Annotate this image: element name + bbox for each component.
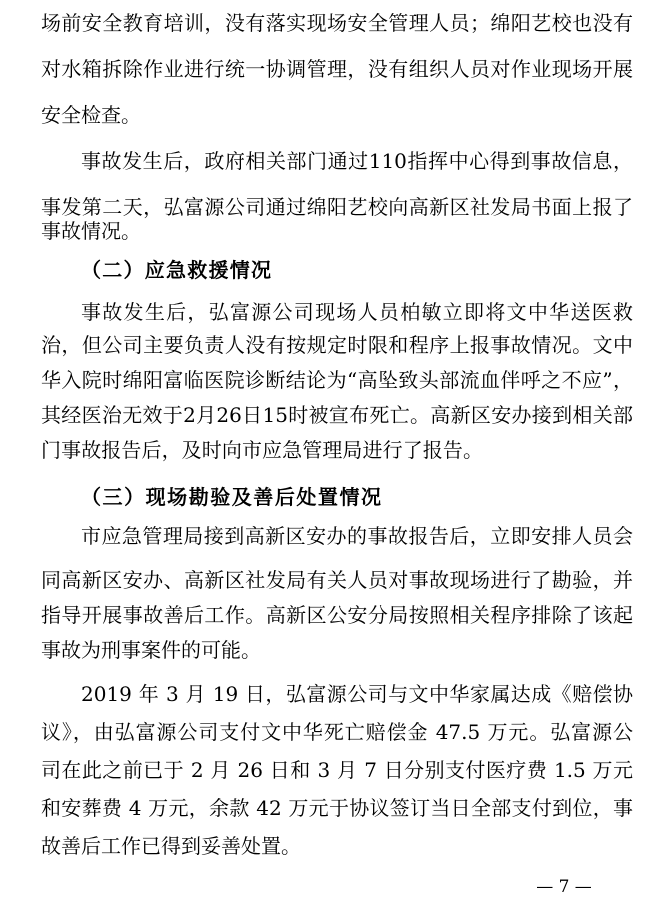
text-line (0, 142, 657, 180)
page-number: — 7 — (536, 877, 592, 897)
section-heading (0, 478, 657, 516)
text-line (0, 561, 657, 599)
text-line-content: 指导开展事故善后工作。高新区公安分局按照相关程序排除了该起 (41, 603, 633, 627)
text-line (0, 326, 657, 364)
text-line-content: 事故发生后，政府相关部门通过110指挥中心得到事故信息， (81, 149, 633, 173)
text-line-content: 2019 年 3 月 19 日，弘富源公司与文中华家属达成《赔偿协 (81, 682, 633, 706)
text-line (0, 713, 657, 751)
text-line-content: 和安葬费 4 万元，余款 42 万元于协议签订当日全部支付到位，事 (41, 796, 633, 820)
text-line (0, 517, 657, 555)
text-line-content: 治，但公司主要负责人没有按规定时限和程序上报事故情况。文中 (41, 333, 633, 357)
page-footer (0, 874, 657, 900)
text-line-content: 事发第二天，弘富源公司通过绵阳艺校向高新区社发局书面上报了 (41, 195, 633, 219)
text-line-content: 议》，由弘富源公司支付文中华死亡赔偿金 47.5 万元。弘富源公 (41, 720, 633, 744)
text-line-content: 事故情况。 (41, 219, 141, 243)
text-line (0, 361, 657, 399)
text-line (0, 596, 657, 634)
text-line (0, 675, 657, 713)
text-line (0, 396, 657, 434)
text-line-content: 市应急管理局接到高新区安办的事故报告后，立即安排人员会 (81, 524, 633, 548)
text-line (0, 96, 657, 134)
section-heading-text: （二）应急救援情况 (81, 258, 271, 282)
text-line-content: 事故发生后，弘富源公司现场人员柏敏立即将文中华送医救 (81, 300, 633, 324)
text-line-content: 其经医治无效于2月26日15时被宣布死亡。高新区安办接到相关部 (41, 403, 633, 427)
text-line (0, 50, 657, 88)
text-line (0, 631, 657, 669)
text-line (0, 4, 657, 42)
text-line (0, 789, 657, 827)
text-line-content: 故善后工作已得到妥善处置。 (41, 834, 301, 858)
text-line-content: 门事故报告后，及时向市应急管理局进行了报告。 (41, 438, 483, 462)
text-line-content: 同高新区安办、高新区社发局有关人员对事故现场进行了勘验，并 (41, 568, 633, 592)
text-line-content: 场前安全教育培训，没有落实现场安全管理人员；绵阳艺校也没有 (41, 11, 633, 35)
text-line (0, 827, 657, 865)
section-heading-text: （三）现场勘验及善后处置情况 (81, 485, 381, 509)
text-line (0, 212, 657, 250)
text-line-content: 对水箱拆除作业进行统一协调管理，没有组织人员对作业现场开展 (41, 57, 633, 81)
text-line-content: 事故为刑事案件的可能。 (41, 638, 261, 662)
text-line (0, 431, 657, 469)
section-heading (0, 251, 657, 289)
text-line-content: 安全检查。 (41, 103, 141, 127)
text-line-content: 华入院时绵阳富临医院诊断结论为“高坠致头部流血伴呼之不应”， (41, 368, 633, 392)
text-line-content: 司在此之前已于 2 月 26 日和 3 月 7 日分别支付医疗费 1.5 万元 (41, 758, 633, 782)
text-line (0, 751, 657, 789)
